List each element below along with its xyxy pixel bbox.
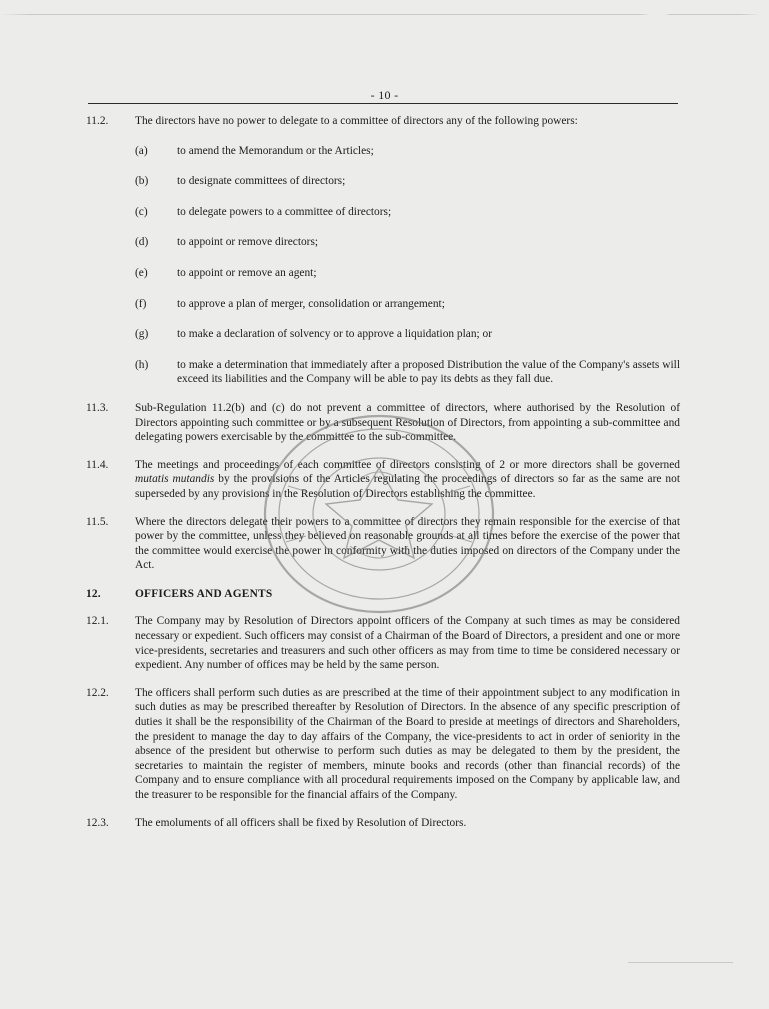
section-title: OFFICERS AND AGENTS [135,587,273,600]
list-item [135,205,680,220]
clause-text: The emoluments of all officers shall be fixed by Resolution of Directors. [135,816,467,829]
list-item-label: (e) [135,266,148,279]
scan-edge-top [0,14,769,15]
section-number: 12. [86,587,101,600]
scan-edge-bottom [628,962,733,963]
section-heading-12 [86,587,680,602]
list-item-text: to appoint or remove directors; [177,236,319,249]
power-list [86,144,680,387]
list-item-label: (a) [135,144,148,157]
clause-text-part: The meetings and proceedings of each committee of directors consisting of 2 or more directors shall be governed [135,458,680,471]
list-item-label: (b) [135,175,149,188]
list-item [135,297,680,312]
clause-text: Sub-Regulation 11.2(b) and (c) do not prevent a committee of directors, where authorised by the Resolution of Directors appointing such committee or by a subsequent Resolution of Directors, from appointing a sub-committee and delegating powers exercisable by the committee to the sub-committee. [135,401,680,444]
clause-11-4 [86,458,680,502]
list-item-label: (f) [135,297,147,310]
clause-number: 11.2. [86,115,109,127]
clause-number: 12.2. [86,686,109,699]
clause-text-part: by the provisions of the Articles regulating the proceedings of directors so far as the same are not superseded by any provisions in the Resolution of Directors establishing the committee. [135,473,680,500]
list-item [135,358,680,387]
list-item-label: (d) [135,236,149,249]
list-item-label: (g) [135,328,149,341]
clause-12-3 [86,816,680,831]
list-item-text: to make a declaration of solvency or to approve a liquidation plan; or [177,328,493,341]
clause-number: 12.1. [86,615,109,628]
page-number: - 10 - [370,88,399,102]
list-item [135,144,680,159]
list-item [135,174,680,189]
clause-11-2 [86,114,680,129]
clause-text: The directors have no power to delegate to a committee of directors any of the following powers: [135,115,578,127]
document-body [86,114,680,830]
clause-number: 12.3. [86,816,109,829]
list-item [135,327,680,342]
list-item-text: to delegate powers to a committee of directors; [177,205,392,218]
clause-11-3 [86,401,680,445]
clause-text: The officers shall perform such duties as are prescribed at the time of their appointment subject to any modification in such duties as may be prescribed thereafter by Resolution of Directors. In the absence of any specific prescription of duties it shall be the responsibility of the Chairman of the Board to preside at meetings of directors and Shareholders, the president to manage the day to day affairs of the Company, the vice-presidents to act in order of seniority in the absence of the president but otherwise to perform such duties as may be delegated to them by the president, the secretaries to maintain the register of members, minute books and records (other than financial records) of the Company and to ensure compliance with all procedural requirements imposed on the Company by applicable law, and the treasurer to be responsible for the financial affairs of the Company. [135,686,680,801]
clause-text [135,458,680,502]
clause-text: The Company may by Resolution of Directors appoint officers of the Company at such times as may be considered necessary or expedient. Such officers may consist of a Chairman of the Board of Directors, a president and one or more vice-presidents, secretaries and treasurers and such other officers as may from time to time be considered necessary or expedient. Any number of offices may be held by the same person. [135,615,680,672]
clause-12-1 [86,614,680,672]
header-rule [88,103,678,104]
list-item-text: to appoint or remove an agent; [177,266,317,279]
clause-11-5 [86,515,680,573]
list-item-text: to amend the Memorandum or the Articles; [177,144,374,157]
list-item-label: (c) [135,205,148,218]
list-item-text: to approve a plan of merger, consolidation or arrangement; [177,297,445,310]
clause-number: 11.4. [86,458,109,471]
list-item [135,266,680,281]
list-item-text: to designate committees of directors; [177,175,346,188]
latin-phrase: mutatis mutandis [135,473,215,486]
list-item-label: (h) [135,358,149,371]
list-item-text: to make a determination that immediately after a proposed Distribution the value of the Company's assets will exceed its liabilities and the Company will be able to pay its debts as they fall due. [177,358,680,386]
clause-text: Where the directors delegate their powers to a committee of directors they remain responsible for the exercise of that power by the committee, unless they believed on reasonable grounds at all times before the exercise of the power that the committee would exercise the power in conformity with the duties imposed on directors of the Company under the Act. [135,515,680,572]
list-item [135,235,680,250]
clause-number: 11.5. [86,515,109,528]
clause-12-2 [86,686,680,803]
clause-number: 11.3. [86,401,109,414]
